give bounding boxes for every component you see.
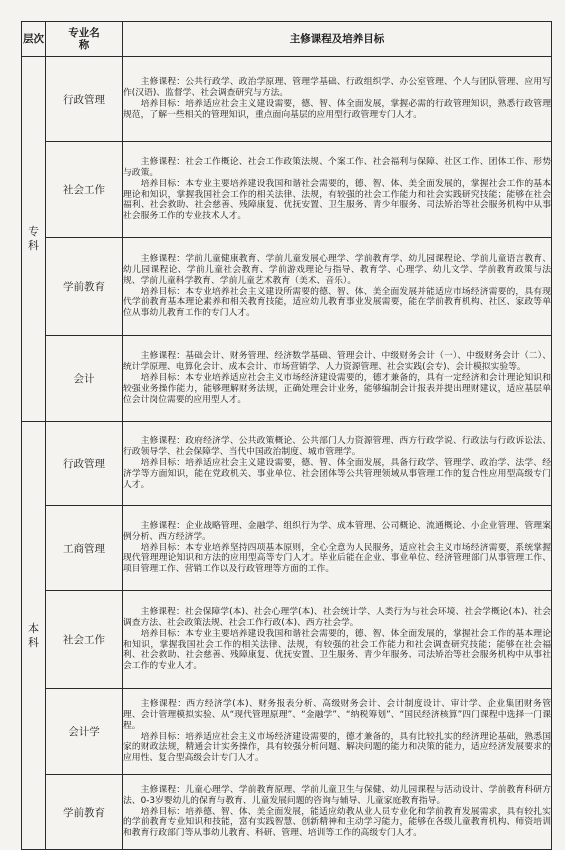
curriculum-content xyxy=(123,775,552,850)
level-cell-associate xyxy=(22,57,46,422)
main-courses: 主修课程：儿童心理学、学前教育原理、学前儿童卫生与保健、幼儿园课程与活动设计、学前教育科研方法、0-3岁婴幼儿的保育与教育、儿童发展问题的咨询与辅导、儿童家庭教育指导。 xyxy=(123,784,551,806)
curriculum-content xyxy=(123,591,552,689)
training-goal: 培养目标：培养适应社会主义建设需要，德、智、体全面发展，具备行政学、管理学、政治学、法学、经济学等方面知识，能在党政机关、事业单位、社会团体等公共管理领域从事管理工作的复合性应用型高级专门人才。 xyxy=(123,458,551,490)
table-row xyxy=(22,238,552,336)
major-name: 工商管理 xyxy=(46,506,123,591)
training-goal: 培养目标：本专业培养社会主义建设所需要的德、智、体、美全面发展并能适应市场经济需要的，具有现代学前教育基本理论素养和相关教育技能，适应幼儿教育事业发展需要，能在学前教育机构、社区、家政等单位从事幼儿教育工作的专门人才。 xyxy=(123,286,551,319)
major-name: 学前教育 xyxy=(46,238,123,336)
training-goal: 培养目标：本专业培养适应社会主义市场经济建设需要的，德才兼备的，具有一定经济和会计理论知识和较强业务操作能力，能够理解财务法规，正确处理会计业务，能够编制会计报表并提出理财建议，适应基层单位会计岗位需要的应用型人才。 xyxy=(123,373,551,405)
training-goal: 培养目标：培养适应社会主义建设需要，德、智、体全面发展，掌握必需的行政管理知识，熟悉行政管理规范，了解一些相关的管理知识，重点面向基层的应用型行政管理专门人才。 xyxy=(123,99,551,120)
major-name: 会计 xyxy=(46,336,123,422)
training-goal: 培养目标：本专业培养坚持四项基本原则，全心全意为人民服务，适应社会主义市场经济需要，系统掌握现代管理理论知识和方法的应用型高等专门人才。毕业后能在企业、事业单位、经济管理部门从事管理工作、项目管理工作、营销工作以及行政管理等方面的工作。 xyxy=(123,542,551,575)
main-courses: 主修课程：社会保障学(本)、社会心理学(本)、社会统计学、人类行为与社会环境、社会学概论(本)、社会调查方法、社会政策法规、社会工作行政(本)、西方社会学。 xyxy=(123,606,551,628)
major-name: 行政管理 xyxy=(46,422,123,506)
curriculum-content xyxy=(123,689,552,775)
major-name: 社会工作 xyxy=(46,142,123,238)
header-major-label: 专业名称 xyxy=(68,27,100,51)
header-content: 主修课程及培养目标 xyxy=(123,22,552,57)
main-courses: 主修课程：学前儿童健康教育、学前儿童发展心理学、学前教育学、幼儿园课程论、学前儿童语言教育、幼儿园课程论、学前儿童社会教育、学前游戏理论与指导、教育学、心理学、幼儿文学、学前教育政策与法规、学前儿童科学教育、学前儿童艺术教育（美术、音乐）。 xyxy=(123,253,551,286)
table-row xyxy=(22,775,552,850)
table-row xyxy=(22,689,552,775)
header-major xyxy=(46,22,123,57)
table-header-row xyxy=(22,22,552,57)
major-name: 社会工作 xyxy=(46,591,123,689)
table-row xyxy=(22,336,552,422)
training-goal: 培养目标：培养适应社会主义市场经济建设需要的，德才兼备的，具有比较扎实的经济理论基础，熟悉国家的财政法规，精通会计实务操作，具有较强分析问题、解决问题的能力和决策的能力，适应经济发展要求的应用性、复合型高级会计专门人才。 xyxy=(123,731,551,764)
table-row xyxy=(22,57,552,142)
training-goal: 培养目标：培养德、智、体、美全面发展，能适应幼教从业人员专业化和学前教育发展需求，具有较扎实的学前教育专业知识和技能，富有实践智慧、创新精神和主动学习能力，能够在各级儿童教育机构、师资培训和教育行政部门等从事幼儿教育、科研、管理、培训等工作的高级专门人才。 xyxy=(123,806,551,839)
curriculum-content xyxy=(123,422,552,506)
curriculum-table xyxy=(21,21,552,850)
curriculum-content xyxy=(123,506,552,591)
main-courses: 主修课程：社会工作概论、社会工作政策法规、个案工作、社会福利与保障、社区工作、团体工作、形势与政策。 xyxy=(123,156,551,178)
training-goal: 培养目标：本专业主要培养建设我国和谐社会需要的，德、智、体、美全面发展的，掌握社会工作的基本理论和知识，掌握我国社会工作的相关法律、法规，有较强的社会工作能力和社会实践研究技能；能够在社会福利、社会救助、社会慈善、残障康复、优抚安置、卫生服务、青少年服务、司法矫治等社会服务机构中从事社会服务工作的专业技术人才。 xyxy=(123,178,551,222)
table-row xyxy=(22,422,552,506)
curriculum-content xyxy=(123,57,552,142)
level-label: 本科 xyxy=(28,621,39,649)
level-label: 专科 xyxy=(28,225,39,252)
main-courses: 主修课程：政府经济学、公共政策概论、公共部门人力资源管理、西方行政学说、行政法与行政诉讼法、行政领导学、社会保障学、当代中国政治制度、城市管理学。 xyxy=(123,436,551,458)
main-courses: 主修课程：基础会计、财务管理、经济数学基础、管理会计、中级财务会计（一）、中级财务会计（二）、统计学原理、电算化会计、成本会计、市场营销学、人力资源管理、社会实践(会专)、会计模拟实验等。 xyxy=(123,351,551,373)
table-row xyxy=(22,142,552,238)
table-row xyxy=(22,591,552,689)
curriculum-content xyxy=(123,336,552,422)
major-name: 学前教育 xyxy=(46,775,123,850)
curriculum-content xyxy=(123,238,552,336)
main-courses: 主修课程：企业战略管理、金融学、组织行为学、成本管理、公司概论、流通概论、小企业管理、管理案例分析、西方经济学。 xyxy=(123,520,551,542)
header-level: 层次 xyxy=(22,22,46,57)
level-cell-bachelor xyxy=(22,422,46,850)
training-goal: 培养目标：本专业主要培养建设我国和谐社会需要的，德、智、体全面发展的，掌握社会工作的基本理论和知识，掌握我国社会工作的相关法律、法规，有较强的社会工作能力和社会调查研究技能；能够在社会福利、社会救助、社会慈善、残障康复、优抚安置、卫生服务、青少年服务、司法矫治等社会服务机构中从事社会工作的专业人才。 xyxy=(123,628,551,672)
main-courses: 主修课程：公共行政学、政治学原理、管理学基础、行政组织学、办公室管理、个人与团队管理、应用写作(汉语)、监督学、社会调查研究与方法。 xyxy=(123,77,551,99)
main-courses: 主修课程：西方经济学(本)、财务报表分析、高级财务会计、会计制度设计、审计学、企业集团财务管理、会计管理模拟实验、从“现代管理原理”、“金融学”、“纳税筹划”、“国民经济核算”四门课程中选择一门课程。 xyxy=(123,698,551,731)
major-name: 会计学 xyxy=(46,689,123,775)
table-row xyxy=(22,506,552,591)
curriculum-content xyxy=(123,142,552,238)
major-name: 行政管理 xyxy=(46,57,123,142)
